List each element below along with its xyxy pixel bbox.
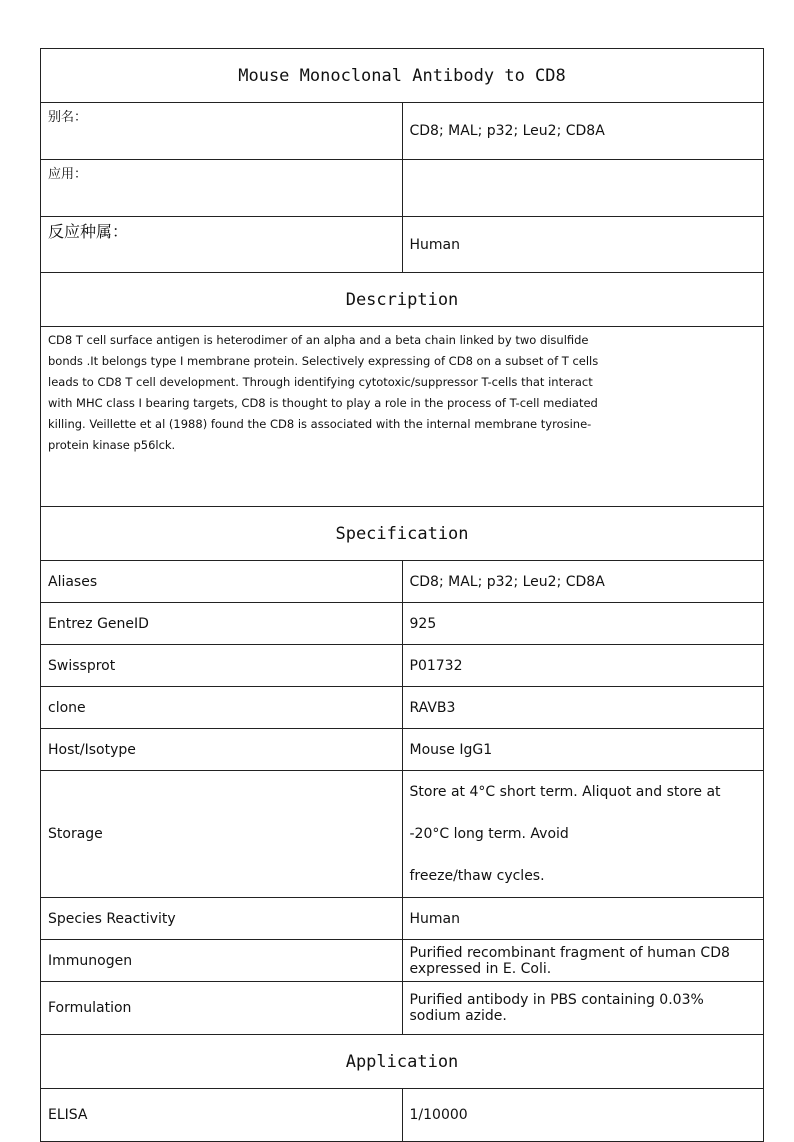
- spec-value: CD8; MAL; p32; Leu2; CD8A: [402, 561, 764, 603]
- summary-row-application: [41, 160, 764, 217]
- description-line: with MHC class I bearing targets, CD8 is thought to play a role in the process of T-cell mediated: [48, 396, 598, 410]
- spec-label: clone: [41, 687, 403, 729]
- application-row-elisa: [41, 1089, 764, 1142]
- spec-value: Human: [402, 898, 764, 940]
- spec-row-species-reactivity: [41, 898, 764, 940]
- datasheet: [40, 48, 764, 1142]
- summary-value: CD8; MAL; p32; Leu2; CD8A: [402, 103, 764, 160]
- spec-label: Aliases: [41, 561, 403, 603]
- summary-row-alias: [41, 103, 764, 160]
- spec-row-swissprot: [41, 645, 764, 687]
- spec-label: Immunogen: [41, 940, 403, 982]
- section-heading-application: Application: [41, 1035, 764, 1089]
- spec-row-storage: [41, 771, 764, 898]
- storage-line: freeze/thaw cycles.: [409, 868, 545, 884]
- summary-value: [402, 160, 764, 217]
- spec-row-immunogen: [41, 940, 764, 982]
- description-line: protein kinase p56lck.: [48, 438, 176, 452]
- spec-label: Formulation: [41, 982, 403, 1035]
- description-line: killing. Veillette et al (1988) found the CD8 is associated with the internal membrane tyrosine-: [48, 417, 592, 431]
- description-text: [41, 327, 764, 507]
- spec-value: [402, 771, 764, 898]
- summary-label: 应用：: [41, 160, 403, 217]
- application-label: ELISA: [41, 1089, 403, 1142]
- datasheet-table: [40, 48, 764, 1142]
- spec-row-geneid: [41, 603, 764, 645]
- summary-label: 别名：: [41, 103, 403, 160]
- description-line: leads to CD8 T cell development. Through identifying cytotoxic/suppressor T-cells that interact: [48, 375, 593, 389]
- spec-label: Species Reactivity: [41, 898, 403, 940]
- description-line: CD8 T cell surface antigen is heterodimer of an alpha and a beta chain linked by two disulfide: [48, 333, 589, 347]
- spec-value: 925: [402, 603, 764, 645]
- spec-row-clone: [41, 687, 764, 729]
- spec-row-aliases: [41, 561, 764, 603]
- spec-value: P01732: [402, 645, 764, 687]
- spec-label: Host/Isotype: [41, 729, 403, 771]
- spec-label: Entrez GeneID: [41, 603, 403, 645]
- spec-row-host-isotype: [41, 729, 764, 771]
- section-heading-specification: Specification: [41, 507, 764, 561]
- summary-row-species: [41, 217, 764, 273]
- spec-value: RAVB3: [402, 687, 764, 729]
- description-line: bonds .It belongs type I membrane protein. Selectively expressing of CD8 on a subset of T cells: [48, 354, 599, 368]
- storage-line: Store at 4°C short term. Aliquot and store at -20°C long term. Avoid: [409, 784, 721, 842]
- spec-row-formulation: [41, 982, 764, 1035]
- page-title: Mouse Monoclonal Antibody to CD8: [41, 49, 764, 103]
- spec-label: Swissprot: [41, 645, 403, 687]
- application-value: 1/10000: [402, 1089, 764, 1142]
- spec-value: Purified recombinant fragment of human CD8 expressed in E. Coli.: [402, 940, 764, 982]
- summary-label: 反应种属：: [41, 217, 403, 273]
- spec-label: Storage: [41, 771, 403, 898]
- summary-value: Human: [402, 217, 764, 273]
- section-heading-description: Description: [41, 273, 764, 327]
- spec-value: Mouse IgG1: [402, 729, 764, 771]
- spec-value: Purified antibody in PBS containing 0.03% sodium azide.: [402, 982, 764, 1035]
